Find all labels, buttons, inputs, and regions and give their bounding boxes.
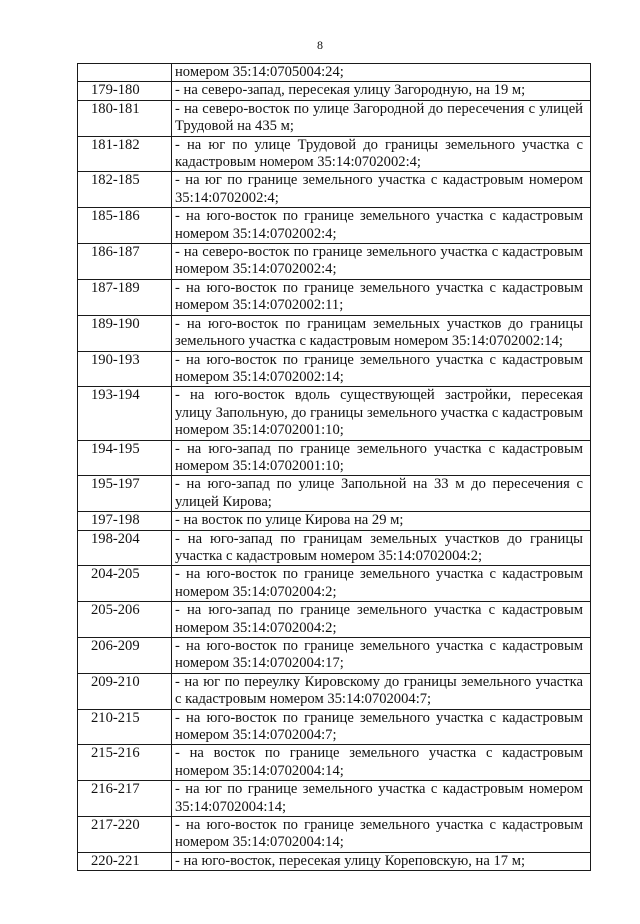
segment-cell: 179-180 <box>78 82 172 100</box>
segment-cell: 185-186 <box>78 208 172 244</box>
description-cell: - на северо-запад, пересекая улицу Загородную, на 19 м; <box>172 82 591 100</box>
table-row <box>78 781 591 817</box>
table-row <box>78 208 591 244</box>
segment-cell: 216-217 <box>78 781 172 817</box>
table-row <box>78 315 591 351</box>
table-row <box>78 476 591 512</box>
description-cell: - на юго-восток по границе земельного участка с кадастровым номером 35:14:0702004:7; <box>172 709 591 745</box>
table-row <box>78 530 591 566</box>
description-cell: - на юго-запад по границам земельных участков до границы участка с кадастровым номером 35:14:0702004:2; <box>172 530 591 566</box>
segment-cell: 206-209 <box>78 638 172 674</box>
segment-cell: 204-205 <box>78 566 172 602</box>
description-cell: - на юго-восток по границе земельного участка с кадастровым номером 35:14:0702002:11; <box>172 279 591 315</box>
table-row <box>78 64 591 82</box>
segment-cell: 197-198 <box>78 512 172 530</box>
segment-cell: 193-194 <box>78 387 172 440</box>
table-row <box>78 351 591 387</box>
table-row <box>78 244 591 280</box>
segment-cell: 189-190 <box>78 315 172 351</box>
segment-cell: 186-187 <box>78 244 172 280</box>
page-number: 8 <box>317 38 323 52</box>
segment-cell: 210-215 <box>78 709 172 745</box>
description-cell: - на юго-запад по границе земельного участка с кадастровым номером 35:14:0702001:10; <box>172 440 591 476</box>
description-cell: - на юг по переулку Кировскому до границы земельного участка с кадастровым номером 35:14:0702004:7; <box>172 673 591 709</box>
description-cell: - на юго-восток вдоль существующей застройки, пересекая улицу Запольную, до границы земельного участка с кадастровым номером 35:14:0702001:10; <box>172 387 591 440</box>
segment-cell: 217-220 <box>78 817 172 853</box>
description-cell: - на северо-восток по улице Загородной до пересечения с улицей Трудовой на 435 м; <box>172 100 591 136</box>
table-row <box>78 512 591 530</box>
description-cell: - на северо-восток по границе земельного участка с кадастровым номером 35:14:0702002:4; <box>172 244 591 280</box>
segment-cell: 215-216 <box>78 745 172 781</box>
table-row <box>78 136 591 172</box>
description-cell: - на юго-восток по границе земельного участка с кадастровым номером 35:14:0702004:14; <box>172 817 591 853</box>
description-cell: - на юго-запад по улице Запольной на 33 м до пересечения с улицей Кирова; <box>172 476 591 512</box>
table-row <box>78 387 591 440</box>
table-row <box>78 817 591 853</box>
description-cell: - на восток по улице Кирова на 29 м; <box>172 512 591 530</box>
description-cell: - на юг по улице Трудовой до границы земельного участка с кадастровым номером 35:14:0702002:4; <box>172 136 591 172</box>
table-row <box>78 745 591 781</box>
description-cell: - на юго-запад по границе земельного участка с кадастровым номером 35:14:0702004:2; <box>172 602 591 638</box>
segment-cell: 220-221 <box>78 852 172 870</box>
segment-cell: 209-210 <box>78 673 172 709</box>
table-row <box>78 279 591 315</box>
description-cell: номером 35:14:0705004:24; <box>172 64 591 82</box>
table-row <box>78 172 591 208</box>
description-cell: - на юго-восток, пересекая улицу Кореповскую, на 17 м; <box>172 852 591 870</box>
table-row <box>78 566 591 602</box>
segment-cell: 180-181 <box>78 100 172 136</box>
table-row <box>78 709 591 745</box>
segment-cell <box>78 64 172 82</box>
table-row <box>78 852 591 870</box>
boundary-description-table <box>77 63 591 871</box>
table-row <box>78 638 591 674</box>
segment-cell: 198-204 <box>78 530 172 566</box>
description-cell: - на юг по границе земельного участка с кадастровым номером 35:14:0702004:14; <box>172 781 591 817</box>
table-row <box>78 440 591 476</box>
table-row <box>78 673 591 709</box>
boundary-table-body <box>78 64 591 871</box>
segment-cell: 205-206 <box>78 602 172 638</box>
description-cell: - на восток по границе земельного участка с кадастровым номером 35:14:0702004:14; <box>172 745 591 781</box>
description-cell: - на юго-восток по границам земельных участков до границы земельного участка с кадастровым номером 35:14:0702002:14; <box>172 315 591 351</box>
description-cell: - на юго-восток по границе земельного участка с кадастровым номером 35:14:0702004:17; <box>172 638 591 674</box>
table-row <box>78 602 591 638</box>
segment-cell: 194-195 <box>78 440 172 476</box>
table-row <box>78 100 591 136</box>
segment-cell: 182-185 <box>78 172 172 208</box>
description-cell: - на юго-восток по границе земельного участка с кадастровым номером 35:14:0702002:14; <box>172 351 591 387</box>
table-row <box>78 82 591 100</box>
segment-cell: 181-182 <box>78 136 172 172</box>
segment-cell: 195-197 <box>78 476 172 512</box>
description-cell: - на юго-восток по границе земельного участка с кадастровым номером 35:14:0702002:4; <box>172 208 591 244</box>
description-cell: - на юго-восток по границе земельного участка с кадастровым номером 35:14:0702004:2; <box>172 566 591 602</box>
segment-cell: 190-193 <box>78 351 172 387</box>
segment-cell: 187-189 <box>78 279 172 315</box>
description-cell: - на юг по границе земельного участка с кадастровым номером 35:14:0702002:4; <box>172 172 591 208</box>
